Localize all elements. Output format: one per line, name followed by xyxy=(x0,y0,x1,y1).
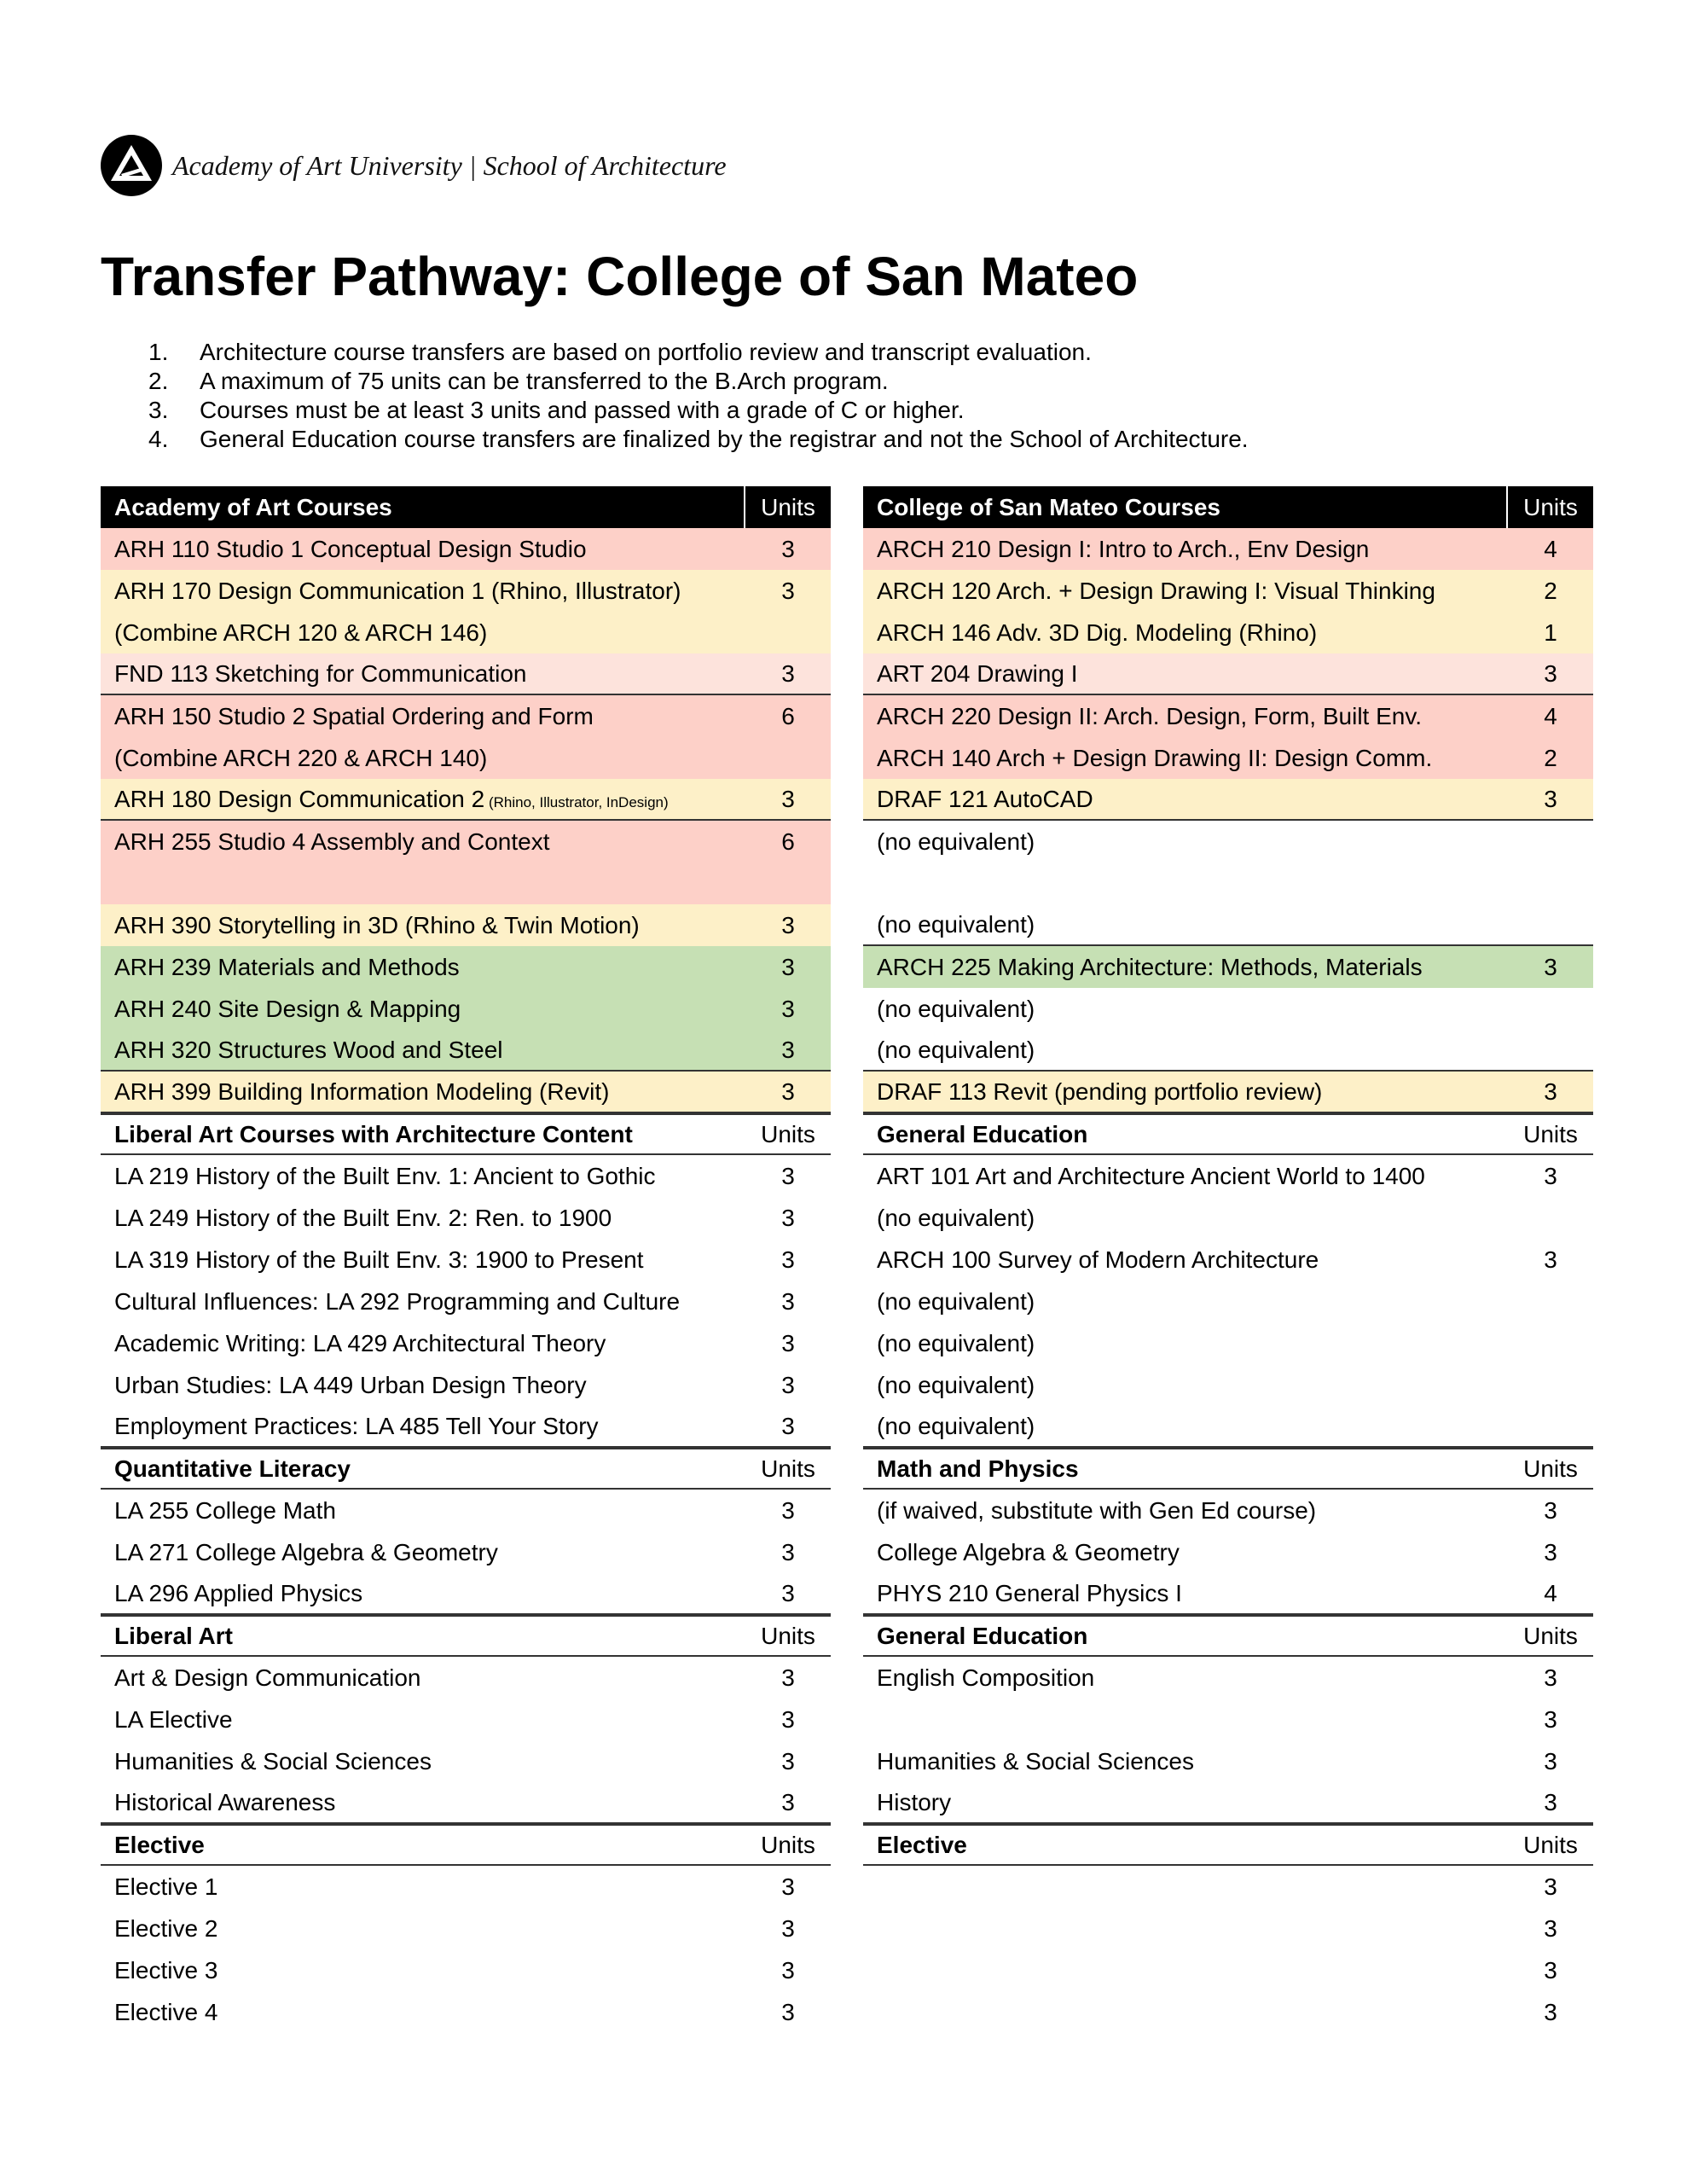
course-units: 3 xyxy=(781,1412,795,1439)
table-section-header xyxy=(101,1824,831,1866)
course-name-text: (if waived, substitute with Gen Ed course) xyxy=(877,1496,1317,1524)
course-name-text: FND 113 Sketching for Communication xyxy=(114,659,527,687)
course-name-text: Math and Physics xyxy=(877,1455,1079,1482)
table-row xyxy=(863,1949,1593,1991)
course-name-text: ARCH 140 Arch + Design Drawing II: Design Comm. xyxy=(877,744,1433,771)
course-name-text: ART 204 Drawing I xyxy=(877,659,1078,687)
section-title xyxy=(101,1832,745,1859)
course-name-text: LA 296 Applied Physics xyxy=(114,1579,363,1606)
note-text: Courses must be at least 3 units and passed with a grade of C or higher. xyxy=(200,397,965,423)
table-row xyxy=(101,1322,831,1364)
table-row xyxy=(863,1657,1593,1699)
section-title xyxy=(863,1121,1508,1148)
table-row xyxy=(863,1406,1593,1448)
course-name xyxy=(863,578,1508,605)
course-name xyxy=(863,1789,1508,1816)
units-header: Units xyxy=(761,1622,815,1649)
course-name-text: Elective 2 xyxy=(114,1914,218,1942)
course-name xyxy=(863,1330,1508,1357)
table-row xyxy=(101,1281,831,1322)
table-row xyxy=(101,904,831,946)
course-name xyxy=(101,1413,745,1440)
course-name-text: ARH 110 Studio 1 Conceptual Design Studio xyxy=(114,535,587,562)
course-name-text: Humanities & Social Sciences xyxy=(114,1747,432,1774)
course-units: 3 xyxy=(781,1036,795,1063)
table-row xyxy=(863,1072,1593,1113)
note-item xyxy=(101,338,1249,367)
course-name-text: ARH 170 Design Communication 1 (Rhino, Illustrator) xyxy=(114,577,681,604)
course-units: 3 xyxy=(781,1077,795,1105)
course-name-text: ARH 240 Site Design & Mapping xyxy=(114,995,461,1022)
note-text: General Education course transfers are finalized by the registrar and not the School of Architecture. xyxy=(200,426,1249,452)
table-row xyxy=(101,946,831,988)
course-name xyxy=(101,1873,745,1901)
units-header: Units xyxy=(761,1455,815,1482)
course-name-text: ARCH 100 Survey of Modern Architecture xyxy=(877,1246,1319,1273)
table-row xyxy=(101,1949,831,1991)
course-name-text: (no equivalent) xyxy=(877,1287,1035,1315)
course-name xyxy=(863,1580,1508,1607)
course-units: 3 xyxy=(1544,1496,1557,1524)
section-title xyxy=(101,1623,745,1650)
table-row xyxy=(863,904,1593,946)
table-row xyxy=(101,1531,831,1573)
table-row xyxy=(101,1908,831,1949)
course-name xyxy=(101,1789,745,1816)
table-row xyxy=(863,1322,1593,1364)
course-units: 3 xyxy=(1544,785,1557,812)
course-name-text: (no equivalent) xyxy=(877,1329,1035,1356)
note-text: A maximum of 75 units can be transferred to the B.Arch program. xyxy=(200,368,889,394)
course-name-text: LA Elective xyxy=(114,1705,233,1733)
course-name-text: ARH 255 Studio 4 Assembly and Context xyxy=(114,828,550,855)
units-header: Units xyxy=(1523,1120,1578,1147)
course-name-text: (no equivalent) xyxy=(877,995,1035,1022)
note-text: Architecture course transfers are based on portfolio review and transcript evaluation. xyxy=(200,339,1092,365)
course-name-text: ARH 399 Building Information Modeling (Revit) xyxy=(114,1077,610,1105)
course-units: 3 xyxy=(781,911,795,938)
page-title: Transfer Pathway: College of San Mateo xyxy=(101,246,1139,307)
course-name xyxy=(863,1078,1508,1106)
course-units: 3 xyxy=(781,953,795,980)
table-row xyxy=(863,1573,1593,1615)
note-item xyxy=(101,367,1249,396)
table-row xyxy=(863,1699,1593,1740)
course-name xyxy=(101,954,745,981)
course-name xyxy=(863,660,1508,688)
course-units: 3 xyxy=(781,1371,795,1398)
table-row xyxy=(863,1782,1593,1824)
course-name-text: Academy of Art Courses xyxy=(114,493,392,520)
table-row xyxy=(101,528,831,570)
course-units: 3 xyxy=(1544,1873,1557,1900)
table-row xyxy=(863,1866,1593,1908)
table-row xyxy=(101,1573,831,1615)
course-name xyxy=(101,703,745,730)
course-name-text: Elective 1 xyxy=(114,1873,218,1900)
table-section-header xyxy=(101,1448,831,1490)
table-row xyxy=(101,821,831,863)
course-units: 3 xyxy=(1544,1998,1557,2025)
course-name xyxy=(101,828,745,856)
course-units: 1 xyxy=(1544,619,1557,646)
course-name xyxy=(863,703,1508,730)
course-name xyxy=(863,786,1508,813)
course-name-text: (no equivalent) xyxy=(877,1371,1035,1398)
table-section-header xyxy=(863,1113,1593,1155)
table-row xyxy=(863,570,1593,612)
academy-of-art-courses-table xyxy=(101,486,831,2033)
note-number: 2. xyxy=(148,368,169,394)
table-row xyxy=(101,737,831,779)
course-name xyxy=(101,1957,745,1984)
course-name xyxy=(863,536,1508,563)
course-name-text: ARCH 220 Design II: Arch. Design, Form, Built Env. xyxy=(877,702,1423,729)
course-name xyxy=(863,1372,1508,1399)
table-row xyxy=(101,1782,831,1824)
table-row xyxy=(863,1740,1593,1782)
course-name xyxy=(101,660,745,688)
course-units: 3 xyxy=(1544,1705,1557,1733)
table-row xyxy=(101,1197,831,1239)
course-name-text: Elective 3 xyxy=(114,1956,218,1984)
course-name xyxy=(101,1330,745,1357)
table-row xyxy=(863,988,1593,1030)
organization-name: Academy of Art University | School of Architecture xyxy=(172,149,727,181)
notes-list xyxy=(101,338,1249,454)
course-name-text: (no equivalent) xyxy=(877,910,1035,938)
table-row xyxy=(101,863,831,904)
course-units: 4 xyxy=(1544,535,1557,562)
course-name xyxy=(863,745,1508,772)
course-name xyxy=(863,1413,1508,1440)
course-units: 3 xyxy=(781,1287,795,1315)
course-name xyxy=(863,996,1508,1023)
course-units: 2 xyxy=(1544,577,1557,604)
course-units: 4 xyxy=(1544,1579,1557,1606)
table-row xyxy=(101,779,831,821)
course-name-text: Cultural Influences: LA 292 Programming and Culture xyxy=(114,1287,681,1315)
table-row xyxy=(101,1699,831,1740)
course-name xyxy=(101,786,745,813)
course-name-text: College of San Mateo Courses xyxy=(877,493,1220,520)
course-name-text: ARCH 225 Making Architecture: Methods, Materials xyxy=(877,953,1423,980)
table-row xyxy=(101,1072,831,1113)
course-name xyxy=(101,745,745,772)
course-name-text: Elective xyxy=(877,1831,967,1858)
course-name xyxy=(101,1205,745,1232)
course-name-text: Academic Writing: LA 429 Architectural Theory xyxy=(114,1329,606,1356)
course-name-text: Liberal Art xyxy=(114,1622,233,1649)
course-name-text: Art & Design Communication xyxy=(114,1664,421,1691)
section-title xyxy=(101,1121,745,1148)
course-name xyxy=(101,1999,745,2026)
section-title xyxy=(101,494,744,521)
table-row xyxy=(101,988,831,1030)
triangle-logo-icon xyxy=(101,135,162,196)
table-row xyxy=(863,695,1593,737)
course-name xyxy=(101,1078,745,1106)
course-name xyxy=(863,1497,1508,1525)
course-units: 3 xyxy=(1544,1246,1557,1273)
course-units: 6 xyxy=(781,702,795,729)
units-header: Units xyxy=(1506,486,1593,528)
section-title xyxy=(863,1623,1508,1650)
course-name-text: ART 101 Art and Architecture Ancient World to 1400 xyxy=(877,1162,1425,1189)
course-name xyxy=(101,996,745,1023)
course-units: 3 xyxy=(781,535,795,562)
table-row xyxy=(863,946,1593,988)
course-units: 3 xyxy=(781,1496,795,1524)
course-name-text: Employment Practices: LA 485 Tell Your Story xyxy=(114,1412,599,1439)
units-header: Units xyxy=(744,486,831,528)
table-row xyxy=(101,695,831,737)
course-name-text: Historical Awareness xyxy=(114,1788,336,1815)
table-section-header xyxy=(101,1615,831,1657)
college-of-san-mateo-courses-table xyxy=(863,486,1593,2033)
table-section-header xyxy=(863,486,1593,528)
course-units: 3 xyxy=(781,659,795,687)
table-row xyxy=(863,737,1593,779)
table-row xyxy=(101,1490,831,1531)
course-units: 3 xyxy=(1544,1788,1557,1815)
course-units: 3 xyxy=(781,995,795,1022)
course-name-text: DRAF 113 Revit (pending portfolio review) xyxy=(877,1077,1323,1105)
table-row xyxy=(863,1197,1593,1239)
table-section-header xyxy=(863,1615,1593,1657)
course-name-text: Elective 4 xyxy=(114,1998,218,2025)
course-name xyxy=(101,536,745,563)
course-name-text: LA 219 History of the Built Env. 1: Ancient to Gothic xyxy=(114,1162,656,1189)
table-section-header xyxy=(863,1824,1593,1866)
course-name-text: ARH 150 Studio 2 Spatial Ordering and Form xyxy=(114,702,594,729)
course-name-text: Elective xyxy=(114,1831,205,1858)
table-row xyxy=(101,1364,831,1406)
section-title xyxy=(863,494,1506,521)
course-name xyxy=(101,1288,745,1316)
course-units: 3 xyxy=(1544,1077,1557,1105)
course-units: 3 xyxy=(1544,1914,1557,1942)
course-name-text: ARH 320 Structures Wood and Steel xyxy=(114,1036,503,1063)
note-item xyxy=(101,396,1249,425)
course-units: 3 xyxy=(781,1705,795,1733)
course-name xyxy=(101,619,745,647)
note-number: 3. xyxy=(148,397,169,423)
course-name-text: General Education xyxy=(877,1622,1088,1649)
table-row xyxy=(101,1740,831,1782)
document-header xyxy=(101,135,727,196)
course-units: 3 xyxy=(781,1162,795,1189)
course-name-text: ARH 390 Storytelling in 3D (Rhino & Twin Motion) xyxy=(114,911,640,938)
course-units: 3 xyxy=(781,1246,795,1273)
table-row xyxy=(101,1030,831,1072)
course-name-text: (no equivalent) xyxy=(877,1036,1035,1063)
course-name xyxy=(101,578,745,605)
table-row xyxy=(863,653,1593,695)
table-row xyxy=(101,1406,831,1448)
course-name xyxy=(863,1288,1508,1316)
course-name xyxy=(101,1539,745,1566)
course-units: 2 xyxy=(1544,744,1557,771)
course-name-text: (no equivalent) xyxy=(877,828,1035,855)
course-units: 3 xyxy=(781,1998,795,2025)
course-name xyxy=(101,1497,745,1525)
course-units: 3 xyxy=(1544,1162,1557,1189)
table-row xyxy=(863,1281,1593,1322)
course-units: 3 xyxy=(781,1664,795,1691)
course-units: 3 xyxy=(781,1747,795,1774)
course-units: 3 xyxy=(1544,659,1557,687)
table-row xyxy=(101,653,831,695)
course-name xyxy=(863,911,1508,938)
course-units: 3 xyxy=(781,1914,795,1942)
table-row xyxy=(101,1866,831,1908)
table-row xyxy=(101,1239,831,1281)
table-row xyxy=(863,1155,1593,1197)
course-name-text: ARCH 210 Design I: Intro to Arch., Env Design xyxy=(877,535,1370,562)
course-name xyxy=(863,1539,1508,1566)
table-section-header xyxy=(863,1448,1593,1490)
course-units: 3 xyxy=(1544,1538,1557,1565)
table-row xyxy=(863,779,1593,821)
course-name xyxy=(101,1580,745,1607)
table-row xyxy=(863,1364,1593,1406)
course-name xyxy=(863,1163,1508,1190)
course-name xyxy=(101,1163,745,1190)
course-name xyxy=(863,828,1508,856)
course-name xyxy=(101,1372,745,1399)
table-row xyxy=(101,570,831,612)
course-name xyxy=(101,1706,745,1734)
units-header: Units xyxy=(761,1120,815,1147)
course-name xyxy=(101,1246,745,1274)
course-name xyxy=(863,1246,1508,1274)
note-number: 4. xyxy=(148,426,169,452)
course-units: 3 xyxy=(781,1204,795,1231)
course-name-text: LA 255 College Math xyxy=(114,1496,336,1524)
course-name-text: LA 249 History of the Built Env. 2: Ren. to 1900 xyxy=(114,1204,612,1231)
units-header: Units xyxy=(1523,1455,1578,1482)
table-row xyxy=(863,1239,1593,1281)
course-name-text: ARH 239 Materials and Methods xyxy=(114,953,460,980)
course-name-text: General Education xyxy=(877,1120,1088,1147)
course-name-text: ARCH 120 Arch. + Design Drawing I: Visual Thinking xyxy=(877,577,1435,604)
units-header: Units xyxy=(1523,1622,1578,1649)
table-section-header xyxy=(101,1113,831,1155)
note-number: 1. xyxy=(148,339,169,365)
units-header: Units xyxy=(1523,1831,1578,1858)
course-name xyxy=(101,1915,745,1943)
course-units: 3 xyxy=(781,577,795,604)
course-note: (Rhino, Illustrator, InDesign) xyxy=(484,793,669,810)
course-name xyxy=(101,1664,745,1692)
table-row xyxy=(863,1991,1593,2033)
course-name xyxy=(863,619,1508,647)
section-title xyxy=(863,1832,1508,1859)
course-name-text: LA 271 College Algebra & Geometry xyxy=(114,1538,498,1565)
course-name xyxy=(863,1748,1508,1775)
course-units: 6 xyxy=(781,828,795,855)
course-name-text: College Algebra & Geometry xyxy=(877,1538,1180,1565)
course-units: 3 xyxy=(781,1788,795,1815)
table-row xyxy=(863,1490,1593,1531)
course-name-text: LA 319 History of the Built Env. 3: 1900 to Present xyxy=(114,1246,644,1273)
table-row xyxy=(863,821,1593,863)
course-units: 3 xyxy=(781,1956,795,1984)
course-name-text: History xyxy=(877,1788,952,1815)
course-name xyxy=(101,912,745,939)
course-name-text: Quantitative Literacy xyxy=(114,1455,351,1482)
table-row xyxy=(863,528,1593,570)
course-name xyxy=(863,1205,1508,1232)
course-name xyxy=(863,1037,1508,1064)
course-name xyxy=(101,1748,745,1775)
course-units: 3 xyxy=(781,1538,795,1565)
course-name xyxy=(863,1664,1508,1692)
course-name-text: PHYS 210 General Physics I xyxy=(877,1579,1182,1606)
table-row xyxy=(863,1531,1593,1573)
course-name-text: DRAF 121 AutoCAD xyxy=(877,785,1093,812)
course-name-text: (Combine ARCH 220 & ARCH 140) xyxy=(114,744,488,771)
course-units: 3 xyxy=(1544,953,1557,980)
course-units: 4 xyxy=(1544,702,1557,729)
table-row xyxy=(101,612,831,653)
table-row xyxy=(101,1155,831,1197)
table-row xyxy=(863,1030,1593,1072)
course-units: 3 xyxy=(1544,1747,1557,1774)
table-row xyxy=(101,1991,831,2033)
units-header: Units xyxy=(761,1831,815,1858)
course-units: 3 xyxy=(781,1579,795,1606)
course-name-text: Urban Studies: LA 449 Urban Design Theory xyxy=(114,1371,587,1398)
table-row xyxy=(863,863,1593,904)
course-name-text: (Combine ARCH 120 & ARCH 146) xyxy=(114,619,488,646)
table-row xyxy=(863,1908,1593,1949)
course-units: 3 xyxy=(1544,1956,1557,1984)
course-name-text: ARH 180 Design Communication 2 xyxy=(114,785,485,812)
table-section-header xyxy=(101,486,831,528)
course-name-text: Humanities & Social Sciences xyxy=(877,1747,1194,1774)
course-name-text: (no equivalent) xyxy=(877,1412,1035,1439)
course-name xyxy=(101,1037,745,1064)
table-row xyxy=(101,1657,831,1699)
section-title xyxy=(863,1455,1508,1483)
note-item xyxy=(101,425,1249,454)
course-name-text: (no equivalent) xyxy=(877,1204,1035,1231)
course-units: 3 xyxy=(1544,1664,1557,1691)
course-name-text: ARCH 146 Adv. 3D Dig. Modeling (Rhino) xyxy=(877,619,1318,646)
table-row xyxy=(863,612,1593,653)
course-units: 3 xyxy=(781,1873,795,1900)
course-name-text: Liberal Art Courses with Architecture Content xyxy=(114,1120,633,1147)
section-title xyxy=(101,1455,745,1483)
course-name xyxy=(863,954,1508,981)
course-units: 3 xyxy=(781,785,795,812)
course-units: 3 xyxy=(781,1329,795,1356)
course-name-text: English Composition xyxy=(877,1664,1095,1691)
